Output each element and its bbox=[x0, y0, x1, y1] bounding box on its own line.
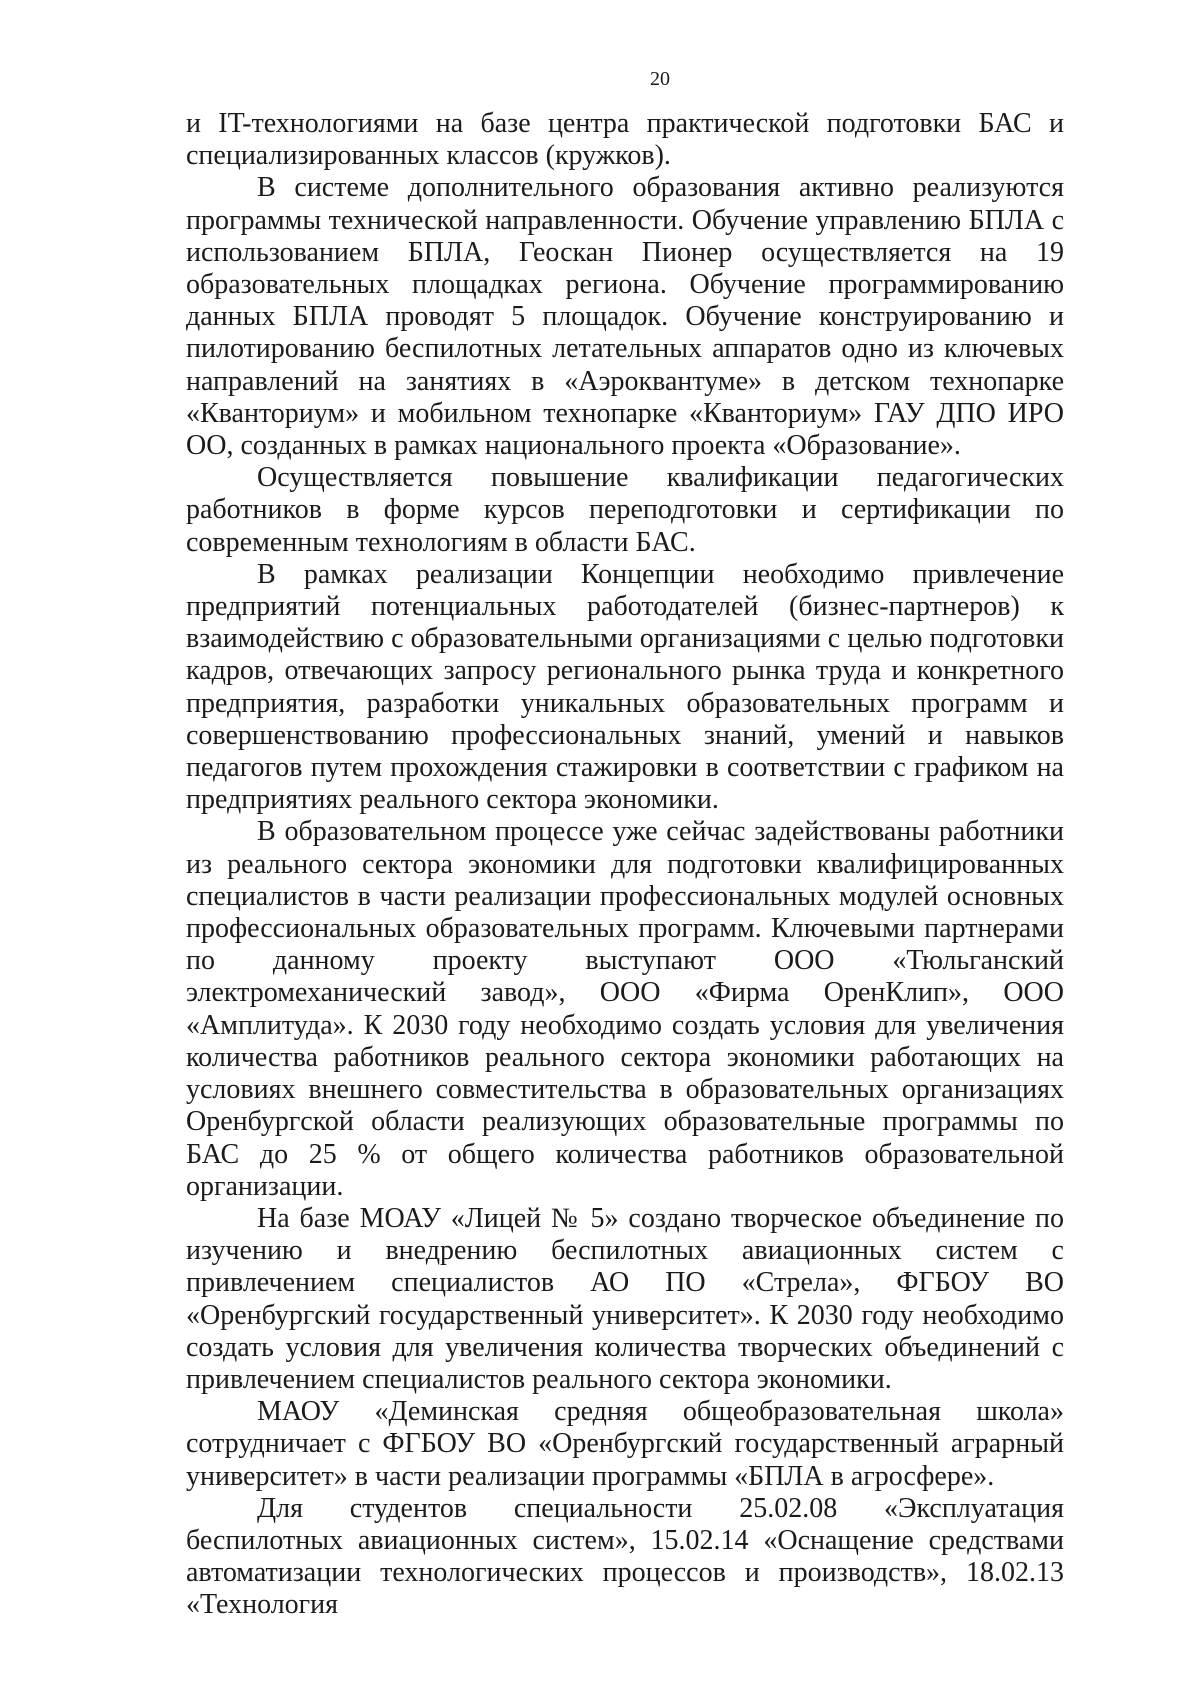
paragraph-deminskaya-school: МАОУ «Деминская средняя общеобразовательная школа» сотрудничает с ФГБОУ ВО «Оренбургский государственный аграрный университет» в части реализации программы «БПЛА в агросфере». bbox=[186, 1396, 1064, 1492]
page-number: 20 bbox=[650, 68, 670, 90]
paragraph-students-specialties: Для студентов специальности 25.02.08 «Эксплуатация беспилотных авиационных систем», 15.02.14 «Оснащение средствами автоматизации технологических процессов и производств», 18.02.13 «Технология bbox=[186, 1492, 1064, 1621]
paragraph-lyceum-5-association: На базе МОАУ «Лицей № 5» создано творческое объединение по изучению и внедрению беспилотных авиационных систем с привлечением специалистов АО ПО «Стрела», ФГБОУ ВО «Оренбургский государственный университет». К 2030 году необходимо создать условия для увеличения количества творческих объединений с привлечением специалистов реального сектора экономики. bbox=[186, 1202, 1064, 1395]
document-body bbox=[186, 108, 1064, 1622]
paragraph-employer-partnership: В рамках реализации Концепции необходимо привлечение предприятий потенциальных работодателей (бизнес-партнеров) к взаимодействию с образовательными организациями с целью подготовки кадров, отвечающих запросу регионального рынка труда и конкретного предприятия, разработки уникальных образовательных программ и совершенствованию профессиональных знаний, умений и навыков педагогов путем прохождения стажировки в соответствии с графиком на предприятиях реального сектора экономики. bbox=[186, 558, 1064, 816]
paragraph-it-technologies-continuation: и IT-технологиями на базе центра практической подготовки БАС и специализированных классов (кружков). bbox=[186, 108, 1064, 172]
paragraph-industry-specialists: В образовательном процессе уже сейчас задействованы работники из реального сектора экономики для подготовки квалифицированных специалистов в части реализации профессиональных модулей основных профессиональных образовательных программ. Ключевыми партнерами по данному проекту выступают ООО «Тюльганский электромеханический завод», ООО «Фирма ОренКлип», ООО «Амплитуда». К 2030 году необходимо создать условия для увеличения количества работников реального сектора экономики работающих на условиях внешнего совместительства в образовательных организациях Оренбургской области реализующих образовательные программы по БАС до 25 % от общего количества работников образовательной организации. bbox=[186, 816, 1064, 1202]
paragraph-additional-education: В системе дополнительного образования активно реализуются программы технической направленности. Обучение управлению БПЛА с использованием БПЛА, Геоскан Пионер осуществляется на 19 образовательных площадках региона. Обучение программированию данных БПЛА проводят 5 площадок. Обучение конструированию и пилотированию беспилотных летательных аппаратов одно из ключевых направлений на занятиях в «Аэроквантуме» в детском технопарке «Кванториум» и мобильном технопарке «Кванториум» ГАУ ДПО ИРО ОО, созданных в рамках национального проекта «Образование». bbox=[186, 172, 1064, 462]
paragraph-teacher-qualification: Осуществляется повышение квалификации педагогических работников в форме курсов переподготовки и сертификации по современным технологиям в области БАС. bbox=[186, 462, 1064, 558]
